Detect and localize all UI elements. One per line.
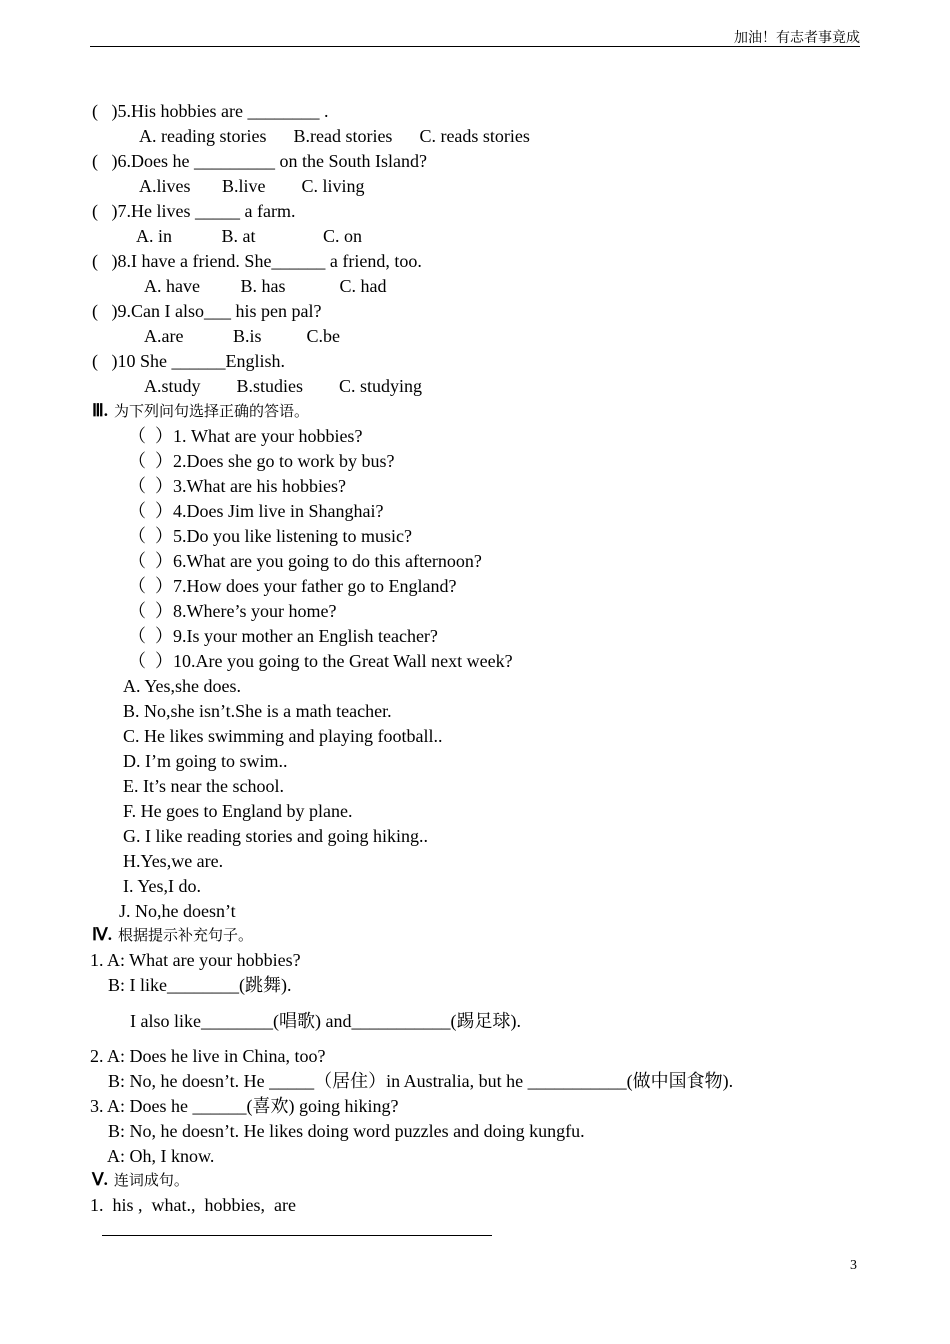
fill-line-1a: 1. A: What are your hobbies? bbox=[90, 950, 301, 970]
question-10-stem: ( )10 She ______English. bbox=[92, 351, 285, 371]
answer-option-g: G. I like reading stories and going hiking.. bbox=[123, 826, 428, 846]
fill-line-3a: 3. A: Does he ______(喜欢) going hiking? bbox=[90, 1096, 399, 1116]
reorder-item-1: 1. his , what., hobbies, are bbox=[90, 1195, 296, 1215]
match-question-6: （ ）6.What are you going to do this afternoon? bbox=[128, 551, 482, 571]
fill-line-1c: I also like________(唱歌) and___________(踢足球). bbox=[130, 1011, 521, 1031]
question-9-options: A.are B.is C.be bbox=[144, 326, 340, 346]
question-6-stem: ( )6.Does he _________ on the South Island? bbox=[92, 151, 427, 171]
answer-option-c: C. He likes swimming and playing football.. bbox=[123, 726, 443, 746]
question-5-stem: ( )5.His hobbies are ________ . bbox=[92, 101, 329, 121]
header-motto: 加油！有志者事竟成 bbox=[734, 31, 860, 46]
answer-line bbox=[102, 1235, 492, 1236]
section-3-label: Ⅲ. bbox=[92, 401, 108, 420]
fill-line-1b: B: I like________(跳舞). bbox=[90, 975, 292, 995]
answer-option-e: E. It’s near the school. bbox=[123, 776, 284, 796]
section-5-instruction: 连词成句。 bbox=[113, 1172, 189, 1189]
match-question-1: （ ）1. What are your hobbies? bbox=[128, 426, 363, 446]
answer-option-i: I. Yes,I do. bbox=[123, 876, 202, 896]
match-question-3: （ ）3.What are his hobbies? bbox=[128, 476, 346, 496]
question-9-stem: ( )9.Can I also___ his pen pal? bbox=[92, 301, 322, 321]
match-question-5: （ ）5.Do you like listening to music? bbox=[128, 526, 412, 546]
answer-option-j: J. No,he doesn’t bbox=[119, 901, 236, 921]
page-number: 3 bbox=[850, 1258, 857, 1273]
question-8-stem: ( )8.I have a friend. She______ a friend, too. bbox=[92, 251, 422, 271]
match-question-9: （ ）9.Is your mother an English teacher? bbox=[128, 626, 438, 646]
section-5-heading bbox=[92, 1169, 189, 1192]
section-4-instruction: 根据提示补充句子。 bbox=[117, 927, 253, 944]
fill-line-2a: 2. A: Does he live in China, too? bbox=[90, 1046, 326, 1066]
answer-option-h: H.Yes,we are. bbox=[123, 851, 224, 871]
answer-option-a: A. Yes,she does. bbox=[123, 676, 242, 696]
section-5-label: Ⅴ. bbox=[92, 1170, 108, 1189]
fill-line-2b: B: No, he doesn’t. He _____（居住）in Australia, but he ___________(做中国食物). bbox=[90, 1071, 734, 1091]
question-7-stem: ( )7.He lives _____ a farm. bbox=[92, 201, 296, 221]
match-question-8: （ ）8.Where’s your home? bbox=[128, 601, 337, 621]
section-4-heading bbox=[92, 924, 253, 947]
answer-option-b: B. No,she isn’t.She is a math teacher. bbox=[123, 701, 392, 721]
section-3-heading bbox=[92, 400, 309, 423]
match-question-10: （ ）10.Are you going to the Great Wall next week? bbox=[128, 651, 513, 671]
section-3-instruction: 为下列问句选择正确的答语。 bbox=[113, 403, 309, 420]
fill-line-3c: A: Oh, I know. bbox=[90, 1146, 215, 1166]
match-question-2: （ ）2.Does she go to work by bus? bbox=[128, 451, 395, 471]
question-5-options: A. reading stories B.read stories C. reads stories bbox=[139, 126, 530, 146]
answer-option-f: F. He goes to England by plane. bbox=[123, 801, 353, 821]
match-question-7: （ ）7.How does your father go to England? bbox=[128, 576, 457, 596]
question-8-options: A. have B. has C. had bbox=[144, 276, 387, 296]
page-header bbox=[90, 24, 860, 47]
question-6-options: A.lives B.live C. living bbox=[139, 176, 365, 196]
fill-line-3b: B: No, he doesn’t. He likes doing word puzzles and doing kungfu. bbox=[90, 1121, 585, 1141]
section-4-label: Ⅳ. bbox=[92, 925, 112, 944]
question-10-options: A.study B.studies C. studying bbox=[144, 376, 423, 396]
match-question-4: （ ）4.Does Jim live in Shanghai? bbox=[128, 501, 384, 521]
question-7-options: A. in B. at C. on bbox=[136, 226, 363, 246]
answer-option-d: D. I’m going to swim.. bbox=[123, 751, 288, 771]
